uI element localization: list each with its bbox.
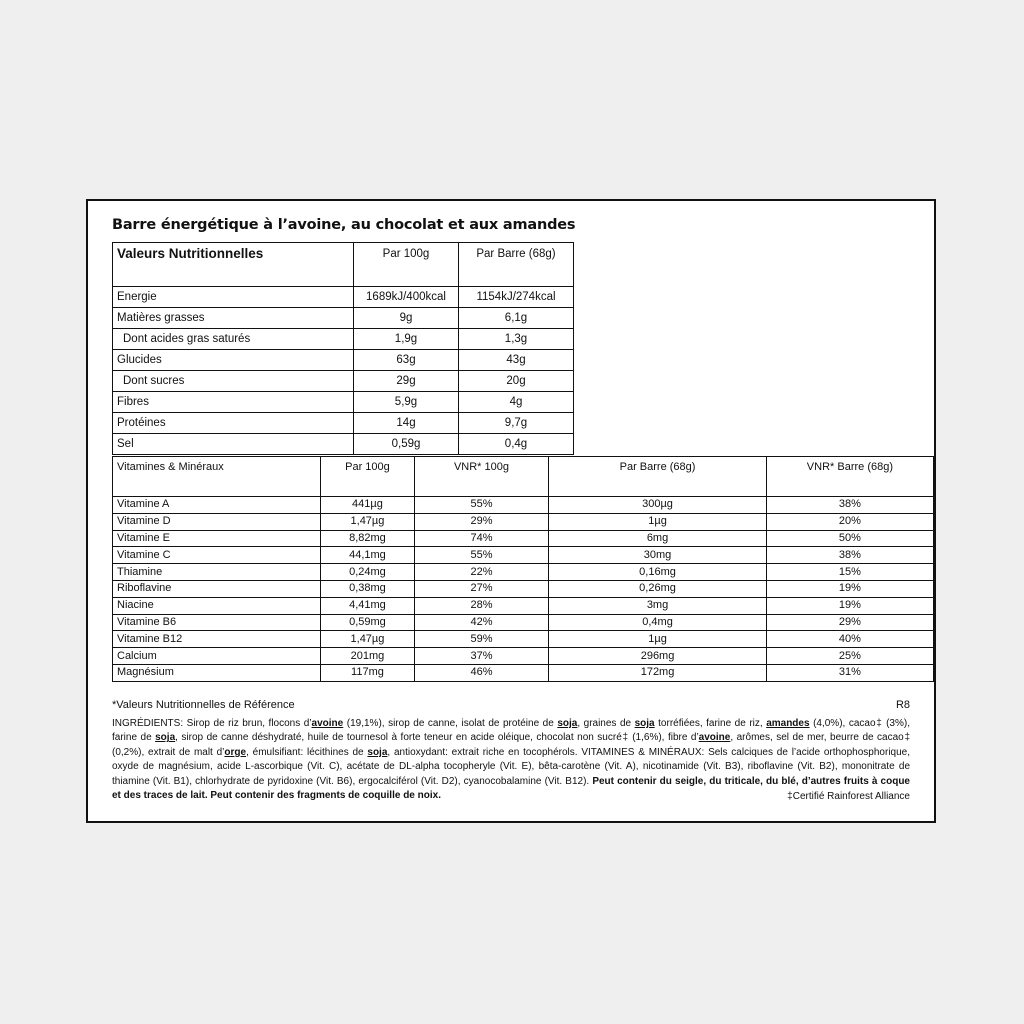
vitamin-vnr100: 42% <box>414 614 549 631</box>
nutrient-perbar: 6,1g <box>459 308 574 329</box>
ingredient-text: (4,0%), cacao‡ (3%), farine de <box>112 718 910 744</box>
nutrient-name: Matières grasses <box>113 308 354 329</box>
vitamin-per100: 0,24mg <box>321 564 414 581</box>
vitamin-vnrbar: 15% <box>766 564 933 581</box>
vitamin-vnr100-header: VNR* 100g <box>414 457 549 497</box>
nutrient-per100: 63g <box>354 350 459 371</box>
nutrient-per100: 29g <box>354 371 459 392</box>
nutrient-name: Energie <box>113 287 354 308</box>
vitamin-per100: 44,1mg <box>321 547 414 564</box>
vitamin-perbar: 0,16mg <box>549 564 767 581</box>
vitamin-vnr100: 74% <box>414 530 549 547</box>
vitamin-vnr100: 29% <box>414 513 549 530</box>
vitamin-row <box>113 631 934 648</box>
nutrient-perbar: 9,7g <box>459 413 574 434</box>
nutrition-row <box>113 329 574 350</box>
vitamin-vnrbar: 19% <box>766 580 933 597</box>
allergen: soja <box>155 732 176 744</box>
vitamin-row <box>113 580 934 597</box>
vitamin-vnrbar: 19% <box>766 597 933 614</box>
certification-note: ‡Certifié Rainforest Alliance <box>787 791 910 802</box>
ingredient-text: , graines de <box>577 718 635 729</box>
footnote-row <box>112 699 910 711</box>
vitamin-perbar: 1µg <box>549 631 767 648</box>
vitamin-vnrbar: 38% <box>766 497 933 514</box>
allergen: soja <box>557 718 578 729</box>
nutrient-per100: 9g <box>354 308 459 329</box>
vitamin-perbar: 0,4mg <box>549 614 767 631</box>
vitamin-per100: 117mg <box>321 664 414 681</box>
nutrition-row <box>113 413 574 434</box>
nutrition-row <box>113 350 574 371</box>
vitamin-vnr100: 28% <box>414 597 549 614</box>
nutrition-label-card <box>86 199 936 823</box>
nutrient-name: Protéines <box>113 413 354 434</box>
nutrient-perbar: 0,4g <box>459 434 574 455</box>
vitamin-name: Niacine <box>113 597 321 614</box>
vitamin-vnrbar: 31% <box>766 664 933 681</box>
vitamin-row <box>113 513 934 530</box>
vitamin-name: Vitamine C <box>113 547 321 564</box>
vitamin-row <box>113 597 934 614</box>
nutrition-row <box>113 392 574 413</box>
vitamin-vnr100: 46% <box>414 664 549 681</box>
nutrient-per100: 1689kJ/400kcal <box>354 287 459 308</box>
nutrient-per100: 1,9g <box>354 329 459 350</box>
vitamin-per100: 1,47µg <box>321 513 414 530</box>
vitamin-vnr100: 37% <box>414 648 549 665</box>
vitamin-vnrbar: 20% <box>766 513 933 530</box>
vitamin-perbar: 296mg <box>549 648 767 665</box>
vitamin-vnr100: 55% <box>414 547 549 564</box>
vitamin-name: Riboflavine <box>113 580 321 597</box>
vitamin-vnrbar-header: VNR* Barre (68g) <box>766 457 933 497</box>
nutrition-table <box>112 242 574 455</box>
nutrient-per100: 0,59g <box>354 434 459 455</box>
vitamin-name: Vitamine D <box>113 513 321 530</box>
vitamin-perbar-header: Par Barre (68g) <box>549 457 767 497</box>
vitamin-row <box>113 497 934 514</box>
vitamins-header-row <box>113 457 934 497</box>
nutrient-name: Dont sucres <box>113 371 354 392</box>
vitamin-perbar: 0,26mg <box>549 580 767 597</box>
vitamin-perbar: 300µg <box>549 497 767 514</box>
allergen: avoine <box>311 718 344 729</box>
vitamin-vnr100: 22% <box>414 564 549 581</box>
vitamin-vnrbar: 29% <box>766 614 933 631</box>
vitamin-name: Thiamine <box>113 564 321 581</box>
nutrition-row <box>113 371 574 392</box>
ingredient-text: , antioxydant: extrait riche en tocophérols. VITAMINES & MINÉRAUX: Sels calciques de l’acide orthophosphorique, oxyde de magnésium, acide L-ascorbique (Vit. C), acétate de DL-alpha tocopheryle (Vit. E), bêta-carotène (Vit. A), nicotinamide (Vit. B3), riboflavine (Vit. B2), mononitrate de thiamine (Vit. B1), chlorhydrate de pyridoxine (Vit. B6), ergocalciférol (Vit. D2), cyanocobalamine (Vit. B12). <box>112 746 911 787</box>
nutrient-name: Dont acides gras saturés <box>113 329 354 350</box>
vnr-footnote: *Valeurs Nutritionnelles de Référence <box>112 699 295 711</box>
vitamin-vnr100: 27% <box>414 580 549 597</box>
nutrition-header-name: Valeurs Nutritionnelles <box>113 243 354 287</box>
vitamin-row <box>113 564 934 581</box>
nutrient-perbar: 1,3g <box>459 329 574 350</box>
nutrition-row <box>113 287 574 308</box>
nutrition-row <box>113 308 574 329</box>
nutrient-per100: 14g <box>354 413 459 434</box>
vitamin-name: Magnésium <box>113 664 321 681</box>
product-title: Barre énergétique à l’avoine, au chocolat et aux amandes <box>112 217 576 233</box>
vitamin-perbar: 3mg <box>549 597 767 614</box>
nutrient-per100: 5,9g <box>354 392 459 413</box>
vitamin-perbar: 30mg <box>549 547 767 564</box>
vitamin-name: Vitamine E <box>113 530 321 547</box>
vitamin-per100: 0,59mg <box>321 614 414 631</box>
vitamin-name: Calcium <box>113 648 321 665</box>
vitamin-per100: 4,41mg <box>321 597 414 614</box>
vitamin-per100-header: Par 100g <box>321 457 414 497</box>
nutrient-perbar: 1154kJ/274kcal <box>459 287 574 308</box>
vitamin-vnr100: 59% <box>414 631 549 648</box>
vitamin-row <box>113 547 934 564</box>
vitamin-row <box>113 648 934 665</box>
vitamin-name: Vitamine A <box>113 497 321 514</box>
vitamin-vnrbar: 50% <box>766 530 933 547</box>
nutrition-row <box>113 434 574 455</box>
nutrient-name: Sel <box>113 434 354 455</box>
vitamin-perbar: 172mg <box>549 664 767 681</box>
allergen: soja <box>634 718 655 729</box>
vitamin-per100: 8,82mg <box>321 530 414 547</box>
nutrient-perbar: 43g <box>459 350 574 371</box>
ingredient-text: , émulsifiant: lécithines de <box>246 746 368 758</box>
ingredient-text: , arômes, sel de mer, beurre de cacao‡ (0,2%), extrait de malt d’ <box>112 732 911 758</box>
ingredient-text: , sirop de canne déshydraté, huile de tournesol à forte teneur en acide oléique, chocolat non sucré‡ (1,6%), fibre d’ <box>175 732 699 744</box>
vitamin-vnrbar: 25% <box>766 648 933 665</box>
nutrition-header-per100: Par 100g <box>354 243 459 287</box>
allergen: amandes <box>766 718 810 729</box>
ingredient-text: (19,1%), sirop de canne, isolat de protéine de <box>343 718 558 729</box>
label-code: R8 <box>895 699 910 711</box>
vitamin-name-header: Vitamines & Minéraux <box>113 457 321 497</box>
vitamin-name: Vitamine B6 <box>113 614 321 631</box>
nutrient-name: Glucides <box>113 350 354 371</box>
vitamin-row <box>113 664 934 681</box>
vitamin-perbar: 1µg <box>549 513 767 530</box>
vitamin-row <box>113 530 934 547</box>
vitamin-per100: 201mg <box>321 648 414 665</box>
ingredient-text: torréfiées, farine de riz, <box>654 718 767 729</box>
ingredient-text: INGRÉDIENTS: Sirop de riz brun, flocons d’ <box>112 718 312 729</box>
vitamin-per100: 0,38mg <box>321 580 414 597</box>
nutrient-perbar: 4g <box>459 392 574 413</box>
nutrient-perbar: 20g <box>459 371 574 392</box>
vitamins-table <box>112 456 934 682</box>
vitamin-vnrbar: 38% <box>766 547 933 564</box>
vitamin-vnr100: 55% <box>414 497 549 514</box>
vitamin-row <box>113 614 934 631</box>
vitamin-per100: 441µg <box>321 497 414 514</box>
vitamin-per100: 1,47µg <box>321 631 414 648</box>
allergen-warning: Peut contenir du seigle, du triticale, du blé, d’autres fruits à coque et des traces de lait. Peut contenir des fragments de coquille de noix. <box>112 775 910 802</box>
allergen: avoine <box>698 732 731 744</box>
vitamin-perbar: 6mg <box>549 530 767 547</box>
allergen: orge <box>224 746 247 758</box>
vitamin-name: Vitamine B12 <box>113 631 321 648</box>
nutrient-name: Fibres <box>113 392 354 413</box>
nutrition-header-perbar: Par Barre (68g) <box>459 243 574 287</box>
allergen: soja <box>367 746 388 758</box>
nutrition-header-row <box>113 243 574 287</box>
vitamin-vnrbar: 40% <box>766 631 933 648</box>
